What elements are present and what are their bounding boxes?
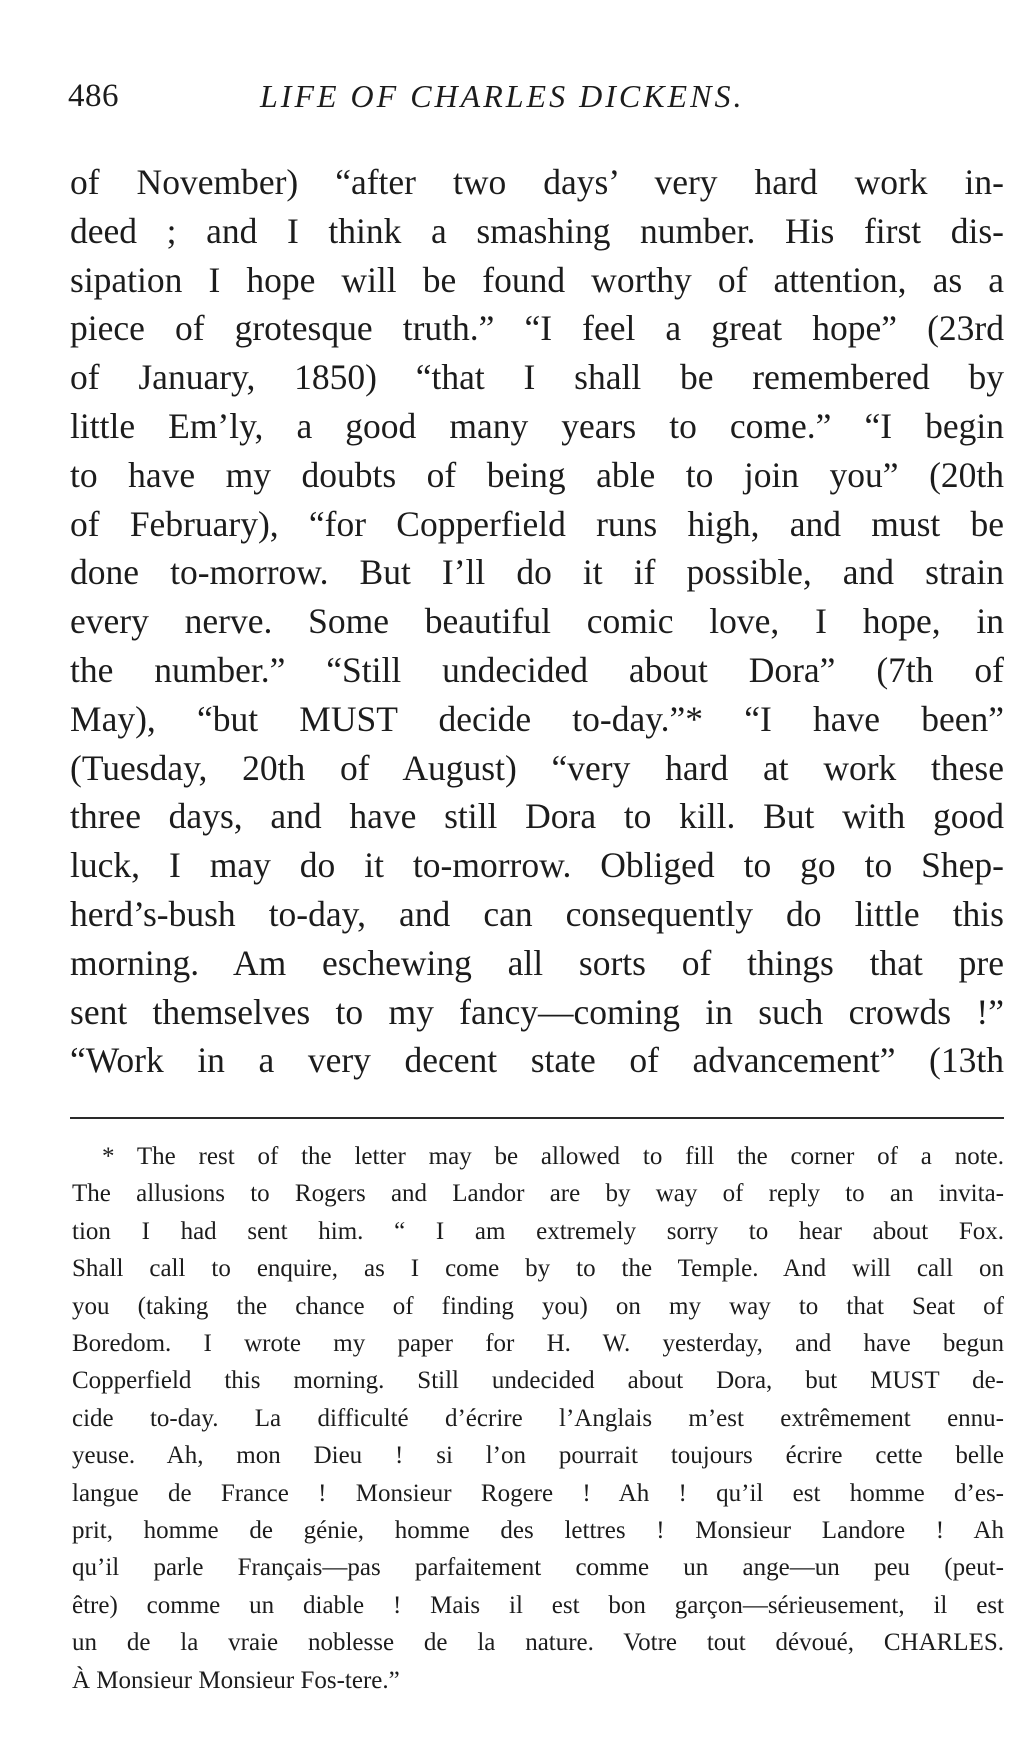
text-line: “Work in a very decent state of advancement” (13th: [70, 1040, 1004, 1081]
footnote-line: être) comme un diable ! Mais il est bon garçon—sérieusement, il est: [72, 1591, 1004, 1619]
footnote-line: qu’il parle Français—pas parfaitement comme un ange—un peu (peut-: [72, 1554, 1004, 1582]
text-line: sent themselves to my fancy—coming in such crowds !”: [70, 991, 1004, 1032]
footnote-line: yeuse. Ah, mon Dieu ! si l’on pourrait toujours écrire cette belle: [72, 1442, 1004, 1470]
footnote-line: Shall call to enquire, as I come by to the Temple. And will call on: [72, 1255, 1004, 1283]
text-line: sipation I hope will be found worthy of attention, as a: [70, 259, 1004, 300]
text-line: done to-morrow. But I’ll do it if possible, and strain: [70, 552, 1004, 593]
footnote-line: tion I had sent him. “ I am extremely sorry to hear about Fox.: [72, 1217, 1004, 1245]
text-line: luck, I may do it to-morrow. Obliged to go to Shep-: [70, 845, 1004, 886]
footnote-line: Boredom. I wrote my paper for H. W. yesterday, and have begun: [72, 1330, 1004, 1358]
text-line: little Em’ly, a good many years to come.” “I begin: [70, 405, 1004, 446]
text-line: herd’s-bush to-day, and can consequently do little this: [70, 893, 1004, 934]
footnote: [72, 1138, 1004, 1699]
text-line: of January, 1850) “that I shall be remembered by: [70, 357, 1004, 398]
footnote-line: cide to-day. La difficulté d’écrire l’Anglais m’est extrêmement ennu-: [72, 1404, 1004, 1432]
footnote-line: À Monsieur Monsieur Fos-tere.”: [72, 1666, 400, 1694]
footnote-line: prit, homme de génie, homme des lettres ! Monsieur Landore ! Ah: [72, 1517, 1004, 1545]
text-line: deed ; and I think a smashing number. His first dis-: [70, 210, 1004, 251]
text-line: the number.” “Still undecided about Dora” (7th of: [70, 649, 1004, 690]
page-number: 486: [68, 78, 119, 114]
text-line: piece of grotesque truth.” “I feel a great hope” (23rd: [70, 308, 1004, 349]
running-title: LIFE OF CHARLES DICKENS.: [260, 78, 745, 114]
footnote-line: langue de France ! Monsieur Rogere ! Ah ! qu’il est homme d’es-: [72, 1479, 1004, 1507]
footnote-line: * The rest of the letter may be allowed to fill the corner of a note.: [102, 1143, 1004, 1170]
text-line: three days, and have still Dora to kill. But with good: [70, 796, 1004, 837]
text-line: of February), “for Copperfield runs high, and must be: [70, 503, 1004, 544]
text-line: May), “but MUST decide to-day.”* “I have been”: [70, 698, 1004, 739]
text-line: of November) “after two days’ very hard work in-: [70, 162, 1004, 202]
footnote-divider: [70, 1117, 1004, 1119]
footnote-line: Copperfield this morning. Still undecided about Dora, but MUST de-: [72, 1367, 1004, 1395]
text-line: every nerve. Some beautiful comic love, I hope, in: [70, 601, 1004, 642]
text-line: to have my doubts of being able to join you” (20th: [70, 454, 1004, 495]
footnote-line: you (taking the chance of finding you) on my way to that Seat of: [72, 1292, 1004, 1320]
main-text: [70, 158, 1004, 1085]
footnote-line: The allusions to Rogers and Landor are by way of reply to an invita-: [72, 1180, 1004, 1208]
text-line: morning. Am eschewing all sorts of things that pre: [70, 942, 1004, 983]
footnote-line: un de la vraie noblesse de la nature. Votre tout dévoué, CHARLES.: [72, 1629, 1004, 1657]
page-header: [68, 78, 1018, 128]
text-line: (Tuesday, 20th of August) “very hard at work these: [70, 747, 1004, 788]
